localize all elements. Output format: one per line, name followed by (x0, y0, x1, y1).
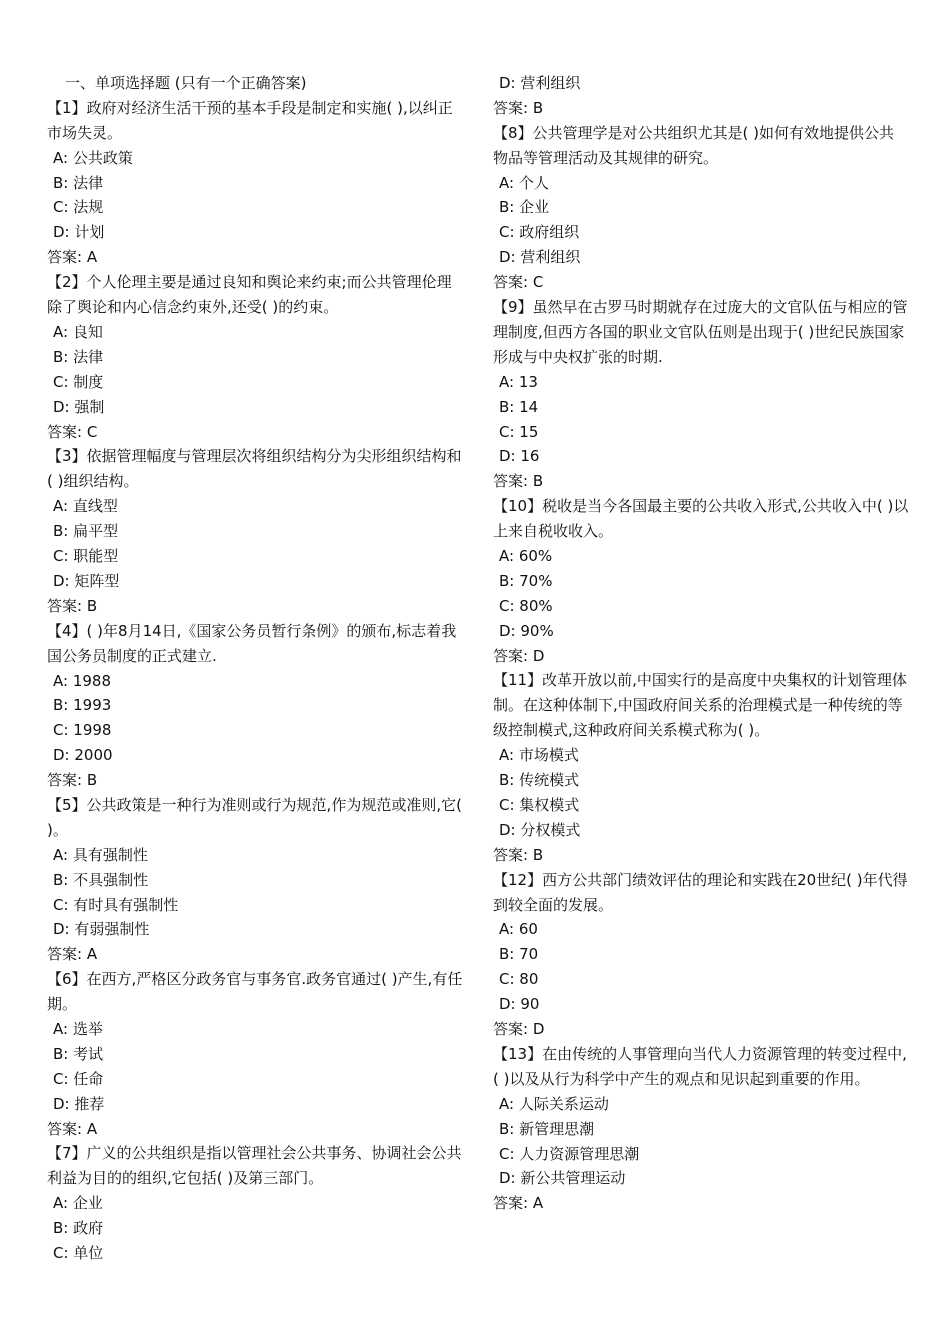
question-number: 【13】 (493, 1044, 543, 1063)
answer-label: 答案: (493, 273, 529, 292)
question-stem: 在西方,严格区分政务官与事务官.政务官通过( )产生,有任期。 (47, 970, 463, 1014)
option: C: 单位 (53, 1244, 104, 1263)
option: D: 16 (499, 447, 540, 466)
option: B: 法律 (53, 347, 104, 366)
option: A: 市场模式 (499, 746, 579, 765)
option: D: 90 (499, 995, 540, 1014)
option: A: 60 (499, 920, 538, 939)
option: D: 计划 (53, 223, 105, 242)
answer-label: 答案: (493, 845, 529, 864)
answer-label: 答案: (493, 646, 529, 665)
question-stem: 广义的公共组织是指以管理社会公共事务、协调社会公共利益为目的的组织,它包括( )及第三部门。 (47, 1144, 462, 1188)
option: B: 14 (499, 397, 539, 416)
answer-line (47, 1117, 463, 1142)
option: B: 1993 (53, 696, 112, 715)
question-8 (493, 121, 909, 171)
answer-line (493, 1017, 909, 1042)
answer-line (47, 420, 463, 445)
answer-line (47, 942, 463, 967)
question-stem: ( )年8月14日,《国家公务员暂行条例》的颁布,标志着我国公务员制度的正式建立. (47, 621, 457, 665)
answer-label: 答案: (493, 98, 529, 117)
left-column (47, 71, 463, 1266)
option: A: 公共政策 (53, 148, 133, 167)
answer-line (493, 469, 909, 494)
answer-value: C (86, 422, 98, 441)
answer-label: 答案: (493, 1020, 529, 1039)
option: B: 70 (499, 945, 539, 964)
question-1 (47, 96, 463, 146)
question-stem: 改革开放以前,中国实行的是高度中央集权的计划管理体制。在这种体制下,中国政府间关系的治理模式是一种传统的等级控制模式,这种政府间关系模式称为( )。 (493, 671, 907, 740)
option: D: 分权模式 (499, 820, 581, 839)
answer-value: D (532, 1020, 545, 1039)
option: B: 不具强制性 (53, 870, 149, 889)
question-5 (47, 793, 463, 843)
question-number: 【11】 (493, 671, 543, 690)
answer-line (493, 96, 909, 121)
question-13 (493, 1042, 909, 1092)
option: A: 13 (499, 372, 538, 391)
option: A: 60% (499, 547, 553, 566)
answer-value: B (532, 98, 544, 117)
question-stem: 公共管理学是对公共组织尤其是( )如何有效地提供公共物品等管理活动及其规律的研究。 (493, 123, 895, 167)
option: C: 法规 (53, 198, 104, 217)
answer-label: 答案: (493, 1194, 529, 1213)
option: C: 有时具有强制性 (53, 895, 179, 914)
option: B: 法律 (53, 173, 104, 192)
question-number: 【7】 (47, 1144, 87, 1163)
answer-value: A (86, 248, 98, 267)
question-number: 【4】 (47, 621, 87, 640)
question-number: 【10】 (493, 497, 543, 516)
question-stem: 虽然早在古罗马时期就存在过庞大的文官队伍与相应的管理制度,但西方各国的职业文官队伍则是出现于( )世纪民族国家形成与中央权扩张的时期. (493, 298, 908, 366)
question-7 (47, 1141, 463, 1191)
question-number: 【9】 (493, 298, 533, 317)
answer-value: D (532, 646, 545, 665)
option: D: 90% (499, 621, 554, 640)
answer-value: B (86, 771, 98, 790)
answer-value: A (86, 1119, 98, 1138)
option: A: 良知 (53, 322, 103, 341)
option: D: 营利组织 (499, 248, 581, 267)
answer-label: 答案: (47, 771, 83, 790)
option: C: 制度 (53, 372, 104, 391)
option: D: 强制 (53, 397, 105, 416)
option: A: 个人 (499, 173, 549, 192)
option: D: 营利组织 (499, 74, 581, 92)
option: D: 矩阵型 (53, 571, 120, 590)
question-stem: 税收是当今各国最主要的公共收入形式,公共收入中( )以上来自税收收入。 (493, 497, 909, 541)
question-6 (47, 967, 463, 1017)
option: D: 有弱强制性 (53, 920, 150, 939)
answer-value: B (532, 845, 544, 864)
answer-value: C (532, 273, 544, 292)
answer-line (47, 245, 463, 270)
question-stem: 个人伦理主要是通过良知和舆论来约束;而公共管理伦理除了舆论和内心信念约束外,还受( )的约束。 (47, 273, 452, 317)
answer-value: A (532, 1194, 544, 1213)
question-number: 【3】 (47, 447, 87, 466)
option: A: 直线型 (53, 497, 118, 516)
option: B: 70% (499, 571, 553, 590)
answer-line (47, 768, 463, 793)
option: C: 职能型 (53, 547, 119, 566)
answer-label: 答案: (47, 596, 83, 615)
question-stem: 公共政策是一种行为准则或行为规范,作为规范或准则,它( )。 (47, 795, 462, 839)
right-column (493, 71, 909, 1216)
answer-label: 答案: (493, 472, 529, 491)
question-number: 【2】 (47, 273, 87, 292)
question-number: 【12】 (493, 870, 543, 889)
option: B: 考试 (53, 1044, 104, 1063)
answer-line (493, 270, 909, 295)
option: D: 2000 (53, 746, 113, 765)
option: B: 新管理思潮 (499, 1119, 595, 1138)
option: A: 1988 (53, 671, 111, 690)
question-10 (493, 494, 909, 544)
option: C: 15 (499, 422, 539, 441)
option: C: 80 (499, 970, 539, 989)
answer-line (493, 644, 909, 669)
option: C: 80% (499, 596, 553, 615)
answer-value: A (86, 945, 98, 964)
option: D: 新公共管理运动 (499, 1169, 626, 1188)
option: C: 政府组织 (499, 223, 580, 242)
question-4 (47, 619, 463, 669)
answer-value: B (532, 472, 544, 491)
answer-label: 答案: (47, 248, 83, 267)
option: A: 具有强制性 (53, 845, 148, 864)
option: C: 任命 (53, 1069, 104, 1088)
answer-line (493, 843, 909, 868)
question-11 (493, 668, 909, 743)
section-title: 一、单项选择题 (只有一个正确答案) (65, 74, 307, 92)
answer-label: 答案: (47, 945, 83, 964)
answer-line (493, 1191, 909, 1216)
option: D: 推荐 (53, 1094, 105, 1113)
option: A: 企业 (53, 1194, 103, 1213)
option: A: 选举 (53, 1020, 103, 1039)
question-9 (493, 295, 909, 370)
answer-label: 答案: (47, 1119, 83, 1138)
question-stem: 在由传统的人事管理向当代人力资源管理的转变过程中,( )以及从行为科学中产生的观点和见识起到重要的作用。 (493, 1044, 907, 1088)
option: B: 政府 (53, 1219, 104, 1238)
option: B: 传统模式 (499, 771, 580, 790)
option: C: 1998 (53, 721, 112, 740)
question-number: 【6】 (47, 970, 87, 989)
option: C: 人力资源管理思潮 (499, 1144, 640, 1163)
question-number: 【1】 (47, 98, 87, 117)
question-number: 【5】 (47, 795, 87, 814)
question-stem: 西方公共部门绩效评估的理论和实践在20世纪( )年代得到较全面的发展。 (493, 870, 908, 914)
option: C: 集权模式 (499, 795, 580, 814)
question-stem: 依据管理幅度与管理层次将组织结构分为尖形组织结构和( )组织结构。 (47, 447, 462, 491)
question-12 (493, 868, 909, 918)
question-number: 【8】 (493, 123, 533, 142)
answer-value: B (86, 596, 98, 615)
answer-line (47, 594, 463, 619)
question-stem: 政府对经济生活干预的基本手段是制定和实施( ),以纠正市场失灵。 (47, 98, 453, 142)
option: B: 扁平型 (53, 522, 119, 541)
option: B: 企业 (499, 198, 550, 217)
question-2 (47, 270, 463, 320)
question-3 (47, 444, 463, 494)
option: A: 人际关系运动 (499, 1094, 609, 1113)
answer-label: 答案: (47, 422, 83, 441)
